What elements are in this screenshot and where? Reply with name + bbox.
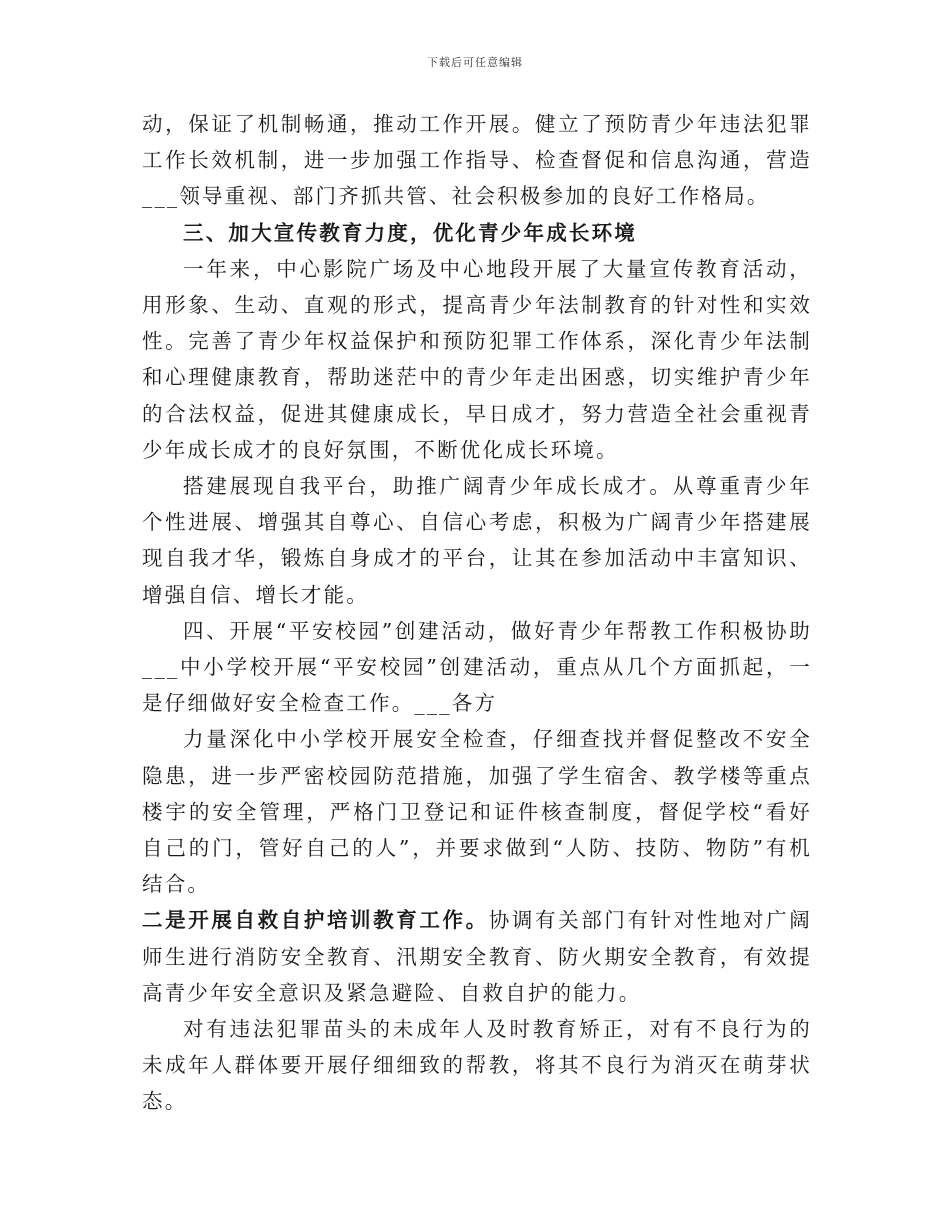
document-body [142,106,812,1120]
paragraph-self-rescue [142,902,812,1011]
paragraph-safety-check: 力量深化中小学校开展安全检查，仔细查找并督促整改不安全隐患，进一步严密校园防范措施，加强了学生宿舍、教学楼等重点楼宇的安全管理，严格门卫登记和证件核查制度，督促学校“看好自己的门，管好自己的人”，并要求做到“人防、技防、物防”有机结合。 [142,727,812,897]
paragraph-publicity: 一年来，中心影院广场及中心地段开展了大量宣传教育活动，用形象、生动、直观的形式，提高青少年法制教育的针对性和实效性。完善了青少年权益保护和预防犯罪工作体系，深化青少年法制和心理健康教育，帮助迷茫中的青少年走出困惑，切实维护青少年的合法权益，促进其健康成长，早日成才，努力营造全社会重视青少年成长成才的良好氛围，不断优化成长环境。 [142,256,812,462]
paragraph-safe-campus: 四、开展“平安校园”创建活动，做好青少年帮教工作积极协助___中小学校开展“平安校园”创建活动，重点从几个方面抓起，一是仔细做好安全检查工作。___各方 [142,618,812,716]
paragraph-correction: 对有违法犯罪苗头的未成年人及时教育矫正，对有不良行为的未成年人群体要开展仔细细致的帮教，将其不良行为消灭在萌芽状态。 [142,1017,812,1114]
header-note: 下载后可任意编辑 [427,56,523,69]
self-rescue-lead: 二是开展自救自护培训教育工作。 [142,908,489,933]
section-heading-3: 三、加大宣传教育力度，优化青少年成长环境 [183,220,637,245]
paragraph-continuation: 动，保证了机制畅通，推动工作开展。健立了预防青少年违法犯罪工作长效机制，进一步加强工作指导、检查督促和信息沟通，营造___领导重视、部门齐抓共管、社会积极参加的良好工作格局。 [142,112,812,209]
paragraph-platform: 搭建展现自我平台，助推广阔青少年成长成才。从尊重青少年个性进展、增强其自尊心、自信心考虑，积极为广阔青少年搭建展现自我才华，锻炼自身成才的平台，让其在参加活动中丰富知识、增强自信、增长才能。 [142,474,812,607]
self-rescue-text: 协调有关部门有针对性地对广阔师生进行消防安全教育、汛期安全教育、防火期安全教育，有效提高青少年安全意识及紧急避险、自救自护的能力。 [142,908,812,1005]
